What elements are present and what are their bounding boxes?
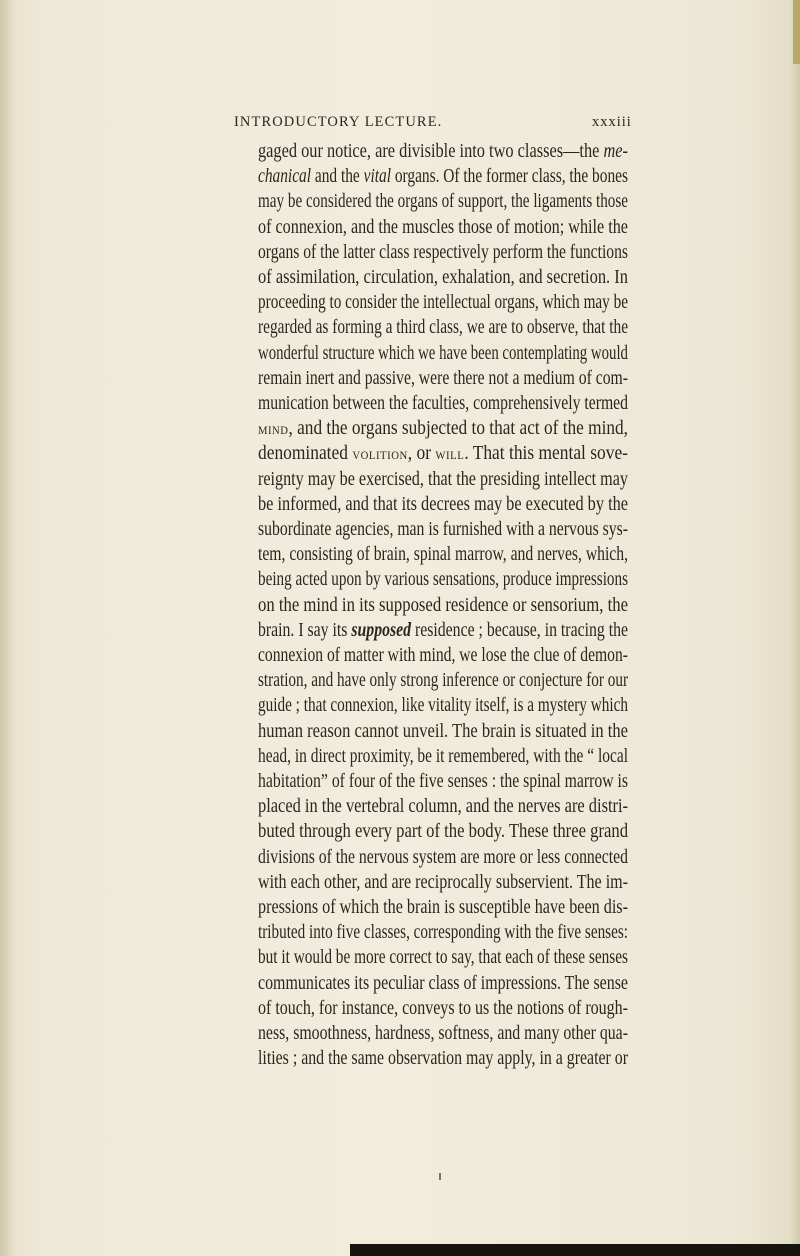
text-line <box>258 216 628 240</box>
text-segment: tem, consisting of brain, spinal marrow, and nerves, which, <box>258 544 629 566</box>
text-segment: denominated <box>258 443 353 465</box>
gutter-shadow <box>0 0 14 1256</box>
text-segment: , and the organs subjected to that act of the mind, <box>288 418 628 440</box>
text-segment: with each other, and are reciprocally subservient. The im- <box>258 871 629 893</box>
text-segment: gaged our notice, are divisible into two classes—the <box>258 141 604 162</box>
text-segment: mind <box>258 419 289 439</box>
running-head: INTRODUCTORY LECTURE. <box>234 114 443 130</box>
text-segment: , or <box>407 443 436 465</box>
text-line <box>258 997 628 1021</box>
text-segment: of connexion, and the muscles those of motion; while the <box>258 216 628 238</box>
page-edge <box>790 0 800 1256</box>
text-line <box>258 594 628 618</box>
text-segment: regarded as forming a third class, we are to observe, that the <box>258 317 629 339</box>
text-line <box>258 241 628 265</box>
text-segment: vital <box>363 166 391 188</box>
text-line <box>258 165 628 189</box>
text-line <box>258 266 628 290</box>
text-segment: wonderful structure which we have been contemplating would <box>258 342 628 364</box>
text-line <box>258 644 628 668</box>
page-edge-mark <box>793 0 800 64</box>
text-line <box>258 140 628 164</box>
text-segment: organs. Of the former class, the bones <box>390 166 628 188</box>
text-segment: supposed <box>351 619 412 641</box>
text-line <box>258 795 628 819</box>
text-line <box>258 493 628 517</box>
page-header <box>0 114 800 134</box>
text-segment: may be considered the organs of support, the ligaments those <box>258 191 629 213</box>
text-segment: human reason cannot unveil. The brain is situated in the <box>258 720 629 742</box>
text-line <box>258 946 628 970</box>
text-segment: placed in the vertebral column, and the nerves are distri- <box>258 796 629 818</box>
text-segment: tributed into five classes, corresponding with the five senses: <box>258 922 628 944</box>
text-line <box>258 543 628 567</box>
page-number: xxxiii <box>592 114 632 130</box>
text-line <box>258 846 628 870</box>
text-segment: remain inert and passive, were there not a medium of com- <box>258 367 628 389</box>
text-line <box>258 1022 628 1046</box>
text-segment: of assimilation, circulation, exhalation, and secretion. In <box>258 267 628 288</box>
text-line <box>258 417 628 441</box>
text-line <box>258 694 628 718</box>
text-line <box>258 669 628 693</box>
text-segment: proceeding to consider the intellectual organs, which may be <box>258 292 629 314</box>
text-segment: but it would be more correct to say, that each of these senses <box>258 947 629 969</box>
text-segment: me- <box>603 141 628 162</box>
stray-mark <box>439 1173 441 1180</box>
text-line <box>258 190 628 214</box>
text-line <box>258 871 628 895</box>
text-line <box>258 745 628 769</box>
text-line <box>258 442 628 466</box>
text-line <box>258 291 628 315</box>
text-line <box>258 468 628 492</box>
text-segment: pressions of which the brain is susceptible have been dis- <box>258 897 628 918</box>
text-line <box>258 619 628 643</box>
text-segment: of touch, for instance, conveys to us the notions of rough- <box>258 997 629 1019</box>
text-segment: ness, smoothness, hardness, softness, and many other qua- <box>258 1023 628 1044</box>
text-segment: on the mind in its supposed residence or sensorium, the <box>258 594 628 616</box>
bottom-edge-bar <box>350 1244 800 1256</box>
text-line <box>258 367 628 391</box>
text-segment: organs of the latter class respectively perform the functions <box>258 241 628 263</box>
text-segment: will <box>435 444 465 464</box>
text-segment: divisions of the nervous system are more or less connected <box>258 846 628 868</box>
text-line <box>258 770 628 794</box>
text-segment: lities ; and the same observation may apply, in a greater or <box>258 1048 629 1070</box>
text-line <box>258 720 628 744</box>
text-segment: connexion of matter with mind, we lose the clue of demon- <box>258 645 628 666</box>
text-segment: . That this mental sove- <box>464 443 628 465</box>
text-segment: stration, and have only strong inference or conjecture for our <box>258 670 629 692</box>
text-segment: subordinate agencies, man is furnished with a nervous sys- <box>258 519 628 540</box>
text-segment: habitation” of four of the five senses : the spinal marrow is <box>258 771 629 792</box>
text-segment: be informed, and that its decrees may be executed by the <box>258 493 629 515</box>
text-line <box>258 1047 628 1071</box>
text-line <box>258 568 628 592</box>
text-segment: buted through every part of the body. These three grand <box>258 821 629 843</box>
text-segment: being acted upon by various sensations, produce impressions <box>258 569 628 591</box>
text-segment: brain. I say its <box>258 619 352 641</box>
text-segment: volition <box>352 444 408 464</box>
text-line <box>258 316 628 340</box>
text-line <box>258 972 628 996</box>
text-line <box>258 342 628 366</box>
text-segment: residence ; because, in tracing the <box>411 619 628 641</box>
text-segment: chanical <box>258 166 312 188</box>
text-line <box>258 921 628 945</box>
text-line <box>258 518 628 542</box>
text-line <box>258 820 628 844</box>
text-segment: head, in direct proximity, be it remembered, with the “ local <box>258 745 629 767</box>
text-segment: and the <box>311 166 364 188</box>
text-segment: munication between the faculties, comprehensively termed <box>258 393 629 414</box>
text-line <box>258 896 628 920</box>
text-segment: reignty may be exercised, that the presiding intellect may <box>258 468 628 490</box>
text-segment: guide ; that connexion, like vitality itself, is a mystery which <box>258 695 629 717</box>
text-segment: communicates its peculiar class of impressions. The sense <box>258 972 628 994</box>
text-line <box>258 392 628 416</box>
